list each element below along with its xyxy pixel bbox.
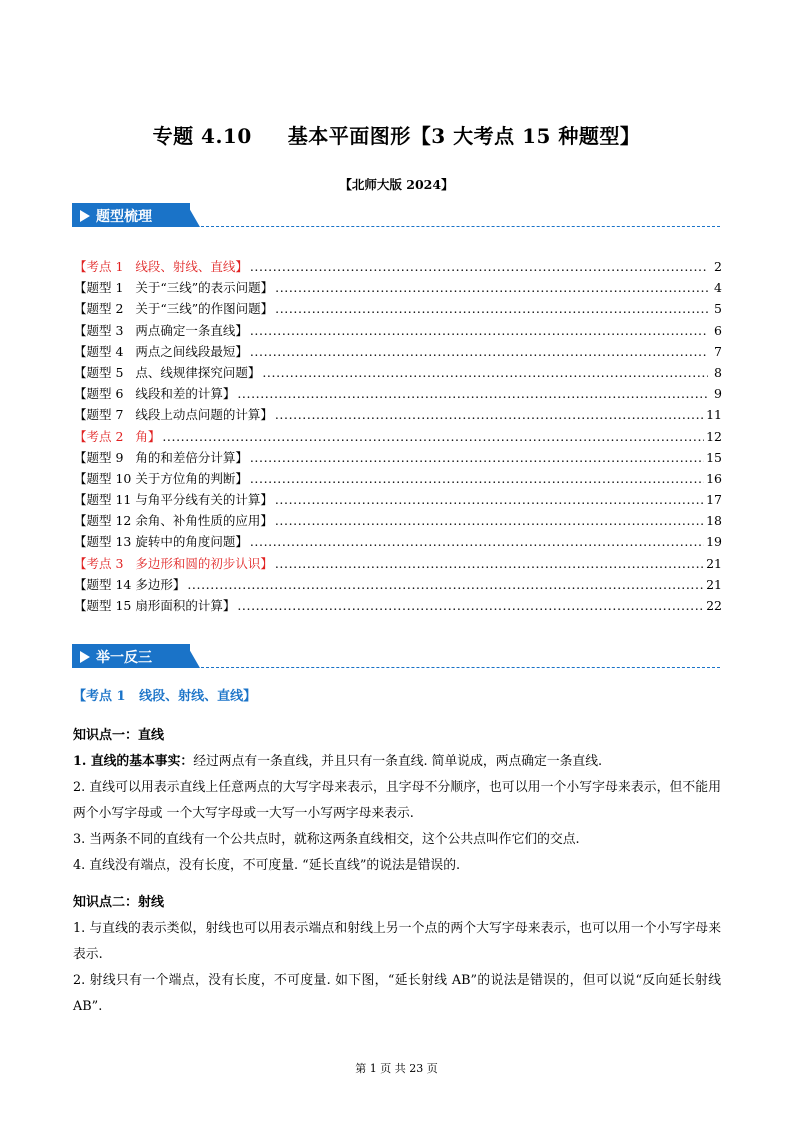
toc-item[interactable] <box>74 278 722 299</box>
toc-leader <box>275 280 708 295</box>
toc-item[interactable] <box>74 448 722 469</box>
toc-page: 21 <box>706 555 722 571</box>
toc-leader <box>275 407 704 422</box>
toc-label: 【题型 4 两点之间线段最短】 <box>74 343 248 359</box>
toc-page: 19 <box>706 534 722 550</box>
toc-page: 18 <box>706 513 722 529</box>
knowledge-title-line: 知识点一：直线 <box>73 728 165 743</box>
toc-item[interactable] <box>74 363 722 384</box>
toc-label: 【考点 2 角】 <box>74 428 161 444</box>
bold-lead: 1. 直线的基本事实： <box>73 754 194 769</box>
paragraph: 3. 当两条不同的直线有一个公共点时，就称这两条直线相交，这个公共点叫作它们的交点. <box>73 832 580 847</box>
toc-page: 17 <box>706 492 722 508</box>
toc-item[interactable] <box>74 405 722 426</box>
play-triangle-icon <box>80 651 90 663</box>
toc-label: 【题型 2 关于“三线”的作图问题】 <box>74 301 274 317</box>
toc-leader <box>275 492 704 507</box>
toc-label: 【考点 3 多边形和圆的初步认识】 <box>74 555 273 571</box>
toc-page: 15 <box>706 449 722 465</box>
toc-label: 【题型 10 关于方位角的判断】 <box>74 470 248 486</box>
paragraph: 2. 射线只有一个端点，没有长度，不可度量. 如下图，“延长射线 AB”的说法是错误的，但可以说“反向延长射线 AB”. <box>73 973 721 1014</box>
toc-label: 【题型 15 扇形面积的计算】 <box>74 598 236 613</box>
page-footer: 第 1 页 共 23 页 <box>355 1062 438 1075</box>
banner-examples <box>72 644 720 670</box>
toc-leader <box>237 598 704 613</box>
play-triangle-icon <box>80 210 90 222</box>
toc-item[interactable] <box>74 321 722 342</box>
toc-label: 【题型 5 点、线规律探究问题】 <box>74 364 261 380</box>
content-body <box>73 685 721 1020</box>
table-of-contents <box>74 257 722 617</box>
toc-item[interactable] <box>74 427 722 448</box>
toc-page: 6 <box>714 322 722 338</box>
paragraph: 2. 直线可以用表示直线上任意两点的大写字母来表示，且字母不分顺序，也可以用一个小写字母来表示，但不能用两个小写字母或 一个大写字母或一大写一小写两字母来表示. <box>73 780 721 821</box>
page-title <box>0 120 793 149</box>
paragraph: 1. 与直线的表示类似，射线也可以用表示端点和射线上另一个点的两个大写字母来表示，也可以用一个小写字母来表示. <box>73 921 721 962</box>
toc-leader <box>275 513 704 528</box>
paragraph <box>73 749 721 775</box>
toc-page: 8 <box>714 364 722 380</box>
toc-item[interactable] <box>74 342 722 363</box>
toc-label: 【题型 12 余角、补角性质的应用】 <box>74 513 273 529</box>
toc-item[interactable] <box>74 554 722 575</box>
toc-page: 21 <box>706 576 722 592</box>
toc-page: 2 <box>714 259 722 274</box>
toc-leader <box>250 450 704 465</box>
toc-page: 22 <box>706 598 722 613</box>
toc-item[interactable] <box>74 596 722 617</box>
toc-item[interactable] <box>74 532 722 553</box>
banner-label: 题型梳理 <box>96 209 152 225</box>
toc-item[interactable] <box>74 511 722 532</box>
toc-leader <box>250 344 708 359</box>
toc-label: 【题型 11 与角平分线有关的计算】 <box>74 492 273 508</box>
toc-page: 5 <box>714 301 722 317</box>
toc-leader <box>250 259 708 274</box>
toc-item[interactable] <box>74 384 722 405</box>
edition-subtitle: 【北师大版 2024】 <box>339 177 454 192</box>
toc-leader <box>262 365 708 380</box>
banner-label: 举一反三 <box>96 650 152 666</box>
toc-leader <box>250 534 704 549</box>
toc-page: 16 <box>706 470 722 486</box>
title-text: 基本平面图形【3 大考点 15 种题型】 <box>287 124 641 148</box>
toc-item[interactable] <box>74 490 722 511</box>
toc-leader <box>187 577 704 592</box>
toc-label: 【题型 7 线段上动点问题的计算】 <box>74 407 273 423</box>
title-number: 专题 4.10 <box>152 124 252 148</box>
paragraph-text: 经过两点有一条直线，并且只有一条直线. 简单说成，两点确定一条直线. <box>193 754 603 769</box>
toc-item[interactable] <box>74 575 722 596</box>
toc-item[interactable] <box>74 257 722 278</box>
banner-question-types <box>72 203 720 229</box>
toc-page: 7 <box>714 343 722 359</box>
toc-item[interactable] <box>74 469 722 490</box>
toc-label: 【题型 1 关于“三线”的表示问题】 <box>74 280 274 296</box>
toc-label: 【题型 6 线段和差的计算】 <box>74 386 236 402</box>
toc-label: 【题型 3 两点确定一条直线】 <box>74 322 248 338</box>
paragraph: 4. 直线没有端点，没有长度，不可度量. “延长直线”的说法是错误的. <box>73 858 461 873</box>
toc-page: 9 <box>714 386 722 402</box>
section-heading: 【考点 1 线段、射线、直线】 <box>73 689 257 704</box>
toc-leader <box>275 556 704 571</box>
toc-leader <box>237 386 708 401</box>
toc-page: 4 <box>714 280 722 296</box>
knowledge-title-ray: 知识点二：射线 <box>73 895 165 910</box>
toc-label: 【考点 1 线段、射线、直线】 <box>74 259 248 274</box>
toc-label: 【题型 9 角的和差倍分计算】 <box>74 449 248 465</box>
toc-item[interactable] <box>74 299 722 320</box>
toc-page: 11 <box>706 407 722 423</box>
toc-leader <box>250 471 704 486</box>
toc-leader <box>162 429 704 444</box>
toc-page: 12 <box>706 428 722 444</box>
toc-label: 【题型 14 多边形】 <box>74 576 186 592</box>
toc-label: 【题型 13 旋转中的角度问题】 <box>74 534 248 550</box>
toc-leader <box>275 301 708 316</box>
toc-leader <box>250 323 708 338</box>
